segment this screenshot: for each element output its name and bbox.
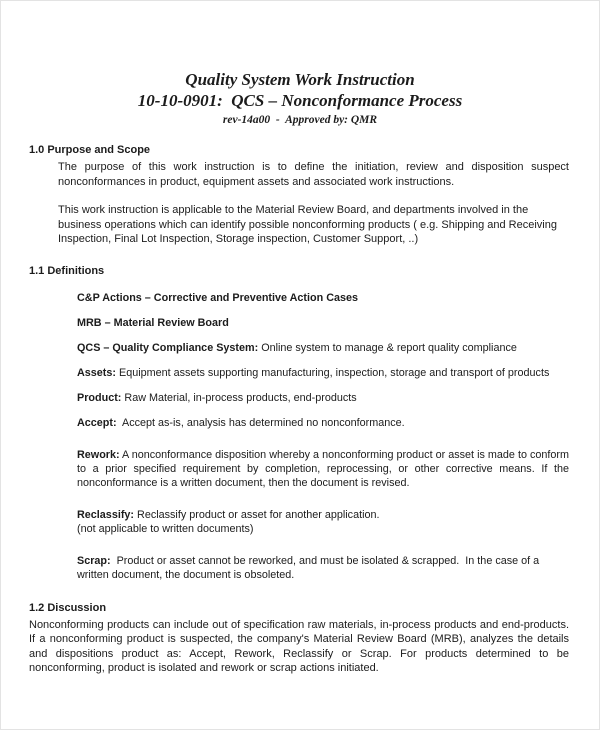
definition-item-assets <box>77 366 569 380</box>
section-heading-definitions: 1.1 Definitions <box>29 264 105 277</box>
doc-number-subtitle: 10-10-0901: QCS – Nonconformance Process <box>137 91 463 110</box>
section-heading-discussion: 1.2 Discussion <box>29 601 107 614</box>
definition-term: Rework: <box>77 448 120 461</box>
purpose-paragraph-1: The purpose of this work instruction is to define the initiation, review and disposition suspect nonconformances in product, equipment assets and associated work instructions. <box>58 161 569 188</box>
definition-text: A nonconformance disposition whereby a nonconforming product or asset is made to conform to a prior specified requirement by completion, reprocessing, or other corrective means. If the nonconformance is a written document, then the document is revised. <box>77 448 569 489</box>
definition-item-scrap <box>77 554 569 582</box>
purpose-paragraph-2: This work instruction is applicable to the Material Review Board, and departments involved in the business operations which can identify possible nonconforming products ( e.g. Shipping and Receiving Inspection, Final Lot Inspection, Storage inspection, Customer Support, ..) <box>58 204 557 245</box>
document-header <box>1 69 599 128</box>
definition-term: QCS – Quality Compliance System: <box>77 341 259 354</box>
definition-text: Raw Material, in-process products, end-products <box>121 391 357 404</box>
definition-text: Equipment assets supporting manufacturing, inspection, storage and transport of products <box>116 366 550 379</box>
doc-revision-approval: rev-14a00 - Approved by: QMR <box>222 114 378 126</box>
definition-term: Reclassify: <box>77 508 135 521</box>
discussion-paragraph-1: Nonconforming products can include out of specification raw materials, in-process products and end-products. If a nonconforming product is suspected, the company's Material Review Board (MRB), analyzes the details and dispositions product as: Accept, Rework, Reclassify or Scrap. For products determined to be nonconforming, product is isolated and rework or scrap actions initiated. <box>29 618 569 674</box>
definition-item-reclassify <box>77 508 569 536</box>
section-heading-purpose: 1.0 Purpose and Scope <box>29 144 151 156</box>
definition-term: MRB – Material Review Board <box>77 316 229 329</box>
definition-item-qcs <box>77 341 569 355</box>
definition-note: (not applicable to written documents) <box>77 522 254 535</box>
definition-text: Accept as-is, analysis has determined no nonconformance. <box>116 416 405 429</box>
doc-title: Quality System Work Instruction <box>185 70 415 89</box>
definition-item-accept <box>77 416 569 430</box>
definition-item-mrb <box>77 316 569 330</box>
definition-item-cp-actions <box>77 291 569 305</box>
definition-text: Reclassify product or asset for another application. <box>134 508 380 521</box>
definition-text: Online system to manage & report quality compliance <box>258 341 517 354</box>
definition-text: Product or asset cannot be reworked, and must be isolated & scrapped. In the case of a written document, the document is obsoleted. <box>77 554 543 581</box>
document-body <box>1 144 599 676</box>
discussion-section <box>29 602 569 676</box>
definitions-list <box>77 291 569 582</box>
definition-term: C&P Actions – Corrective and Preventive Action Cases <box>77 291 359 304</box>
definition-item-rework <box>77 448 569 490</box>
definition-item-product <box>77 391 569 405</box>
definition-term: Assets: <box>77 366 117 379</box>
definition-term: Product: <box>77 391 122 404</box>
definition-term: Accept: <box>77 416 117 429</box>
definition-term: Scrap: <box>77 554 111 567</box>
